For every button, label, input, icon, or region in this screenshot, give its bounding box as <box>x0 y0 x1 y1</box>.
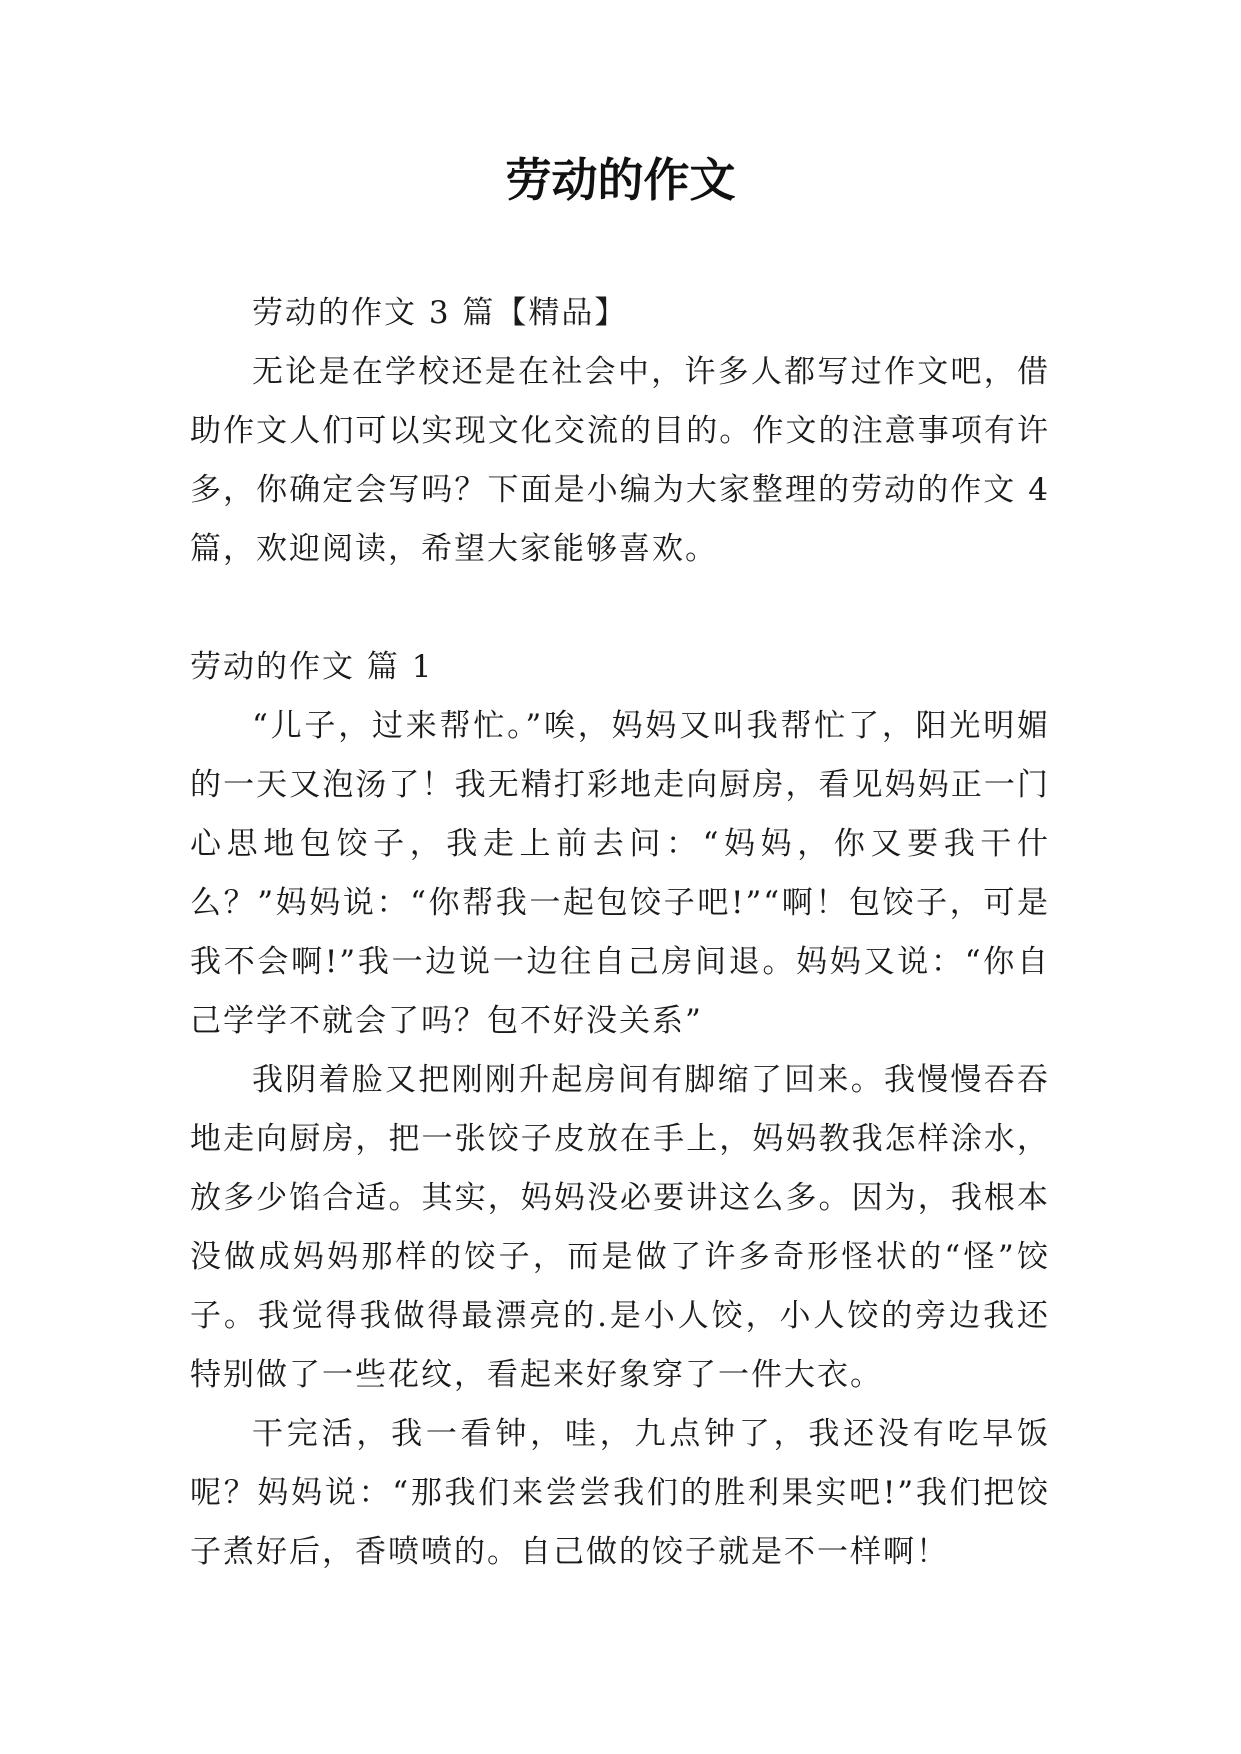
document-subtitle: 劳动的作文 3 篇【精品】 <box>252 295 628 331</box>
document-body <box>190 284 1050 1582</box>
essay-paragraph-2: 我阴着脸又把刚刚升起房间有脚缩了回来。我慢慢吞吞地走向厨房，把一张饺子皮放在手上，妈妈教我怎样涂水，放多少馅合适。其实，妈妈没必要讲这么多。因为，我根本没做成妈妈那样的饺子，而是做了许多奇形怪状的“怪”饺子。我觉得我做得最漂亮的.是小人饺，小人饺的旁边我还特别做了一些花纹，看起来好象穿了一件大衣。 <box>190 1062 1050 1393</box>
document-title: 劳动的作文 <box>505 153 736 207</box>
essay-paragraph-3: 干完活，我一看钟，哇，九点钟了，我还没有吃早饭呢？妈妈说：“那我们来尝尝我们的胜利果实吧!”我们把饺子煮好后，香喷喷的。自己做的饺子就是不一样啊！ <box>190 1416 1050 1570</box>
intro-paragraph: 无论是在学校还是在社会中，许多人都写过作文吧，借助作文人们可以实现文化交流的目的。作文的注意事项有许多，你确定会写吗？下面是小编为大家整理的劳动的作文 4 篇，欢迎阅读，希望大家能够喜欢。 <box>190 354 1050 567</box>
section-heading: 劳动的作文 篇 1 <box>190 649 434 685</box>
essay-paragraph-1: “儿子，过来帮忙。”唉，妈妈又叫我帮忙了，阳光明媚的一天又泡汤了！我无精打彩地走向厨房，看见妈妈正一门心思地包饺子，我走上前去问：“妈妈，你又要我干什么？”妈妈说：“你帮我一起包饺子吧!”“啊！包饺子，可是我不会啊!”我一边说一边往自己房间退。妈妈又说：“你自己学学不就会了吗？包不好没关系” <box>190 708 1050 1039</box>
